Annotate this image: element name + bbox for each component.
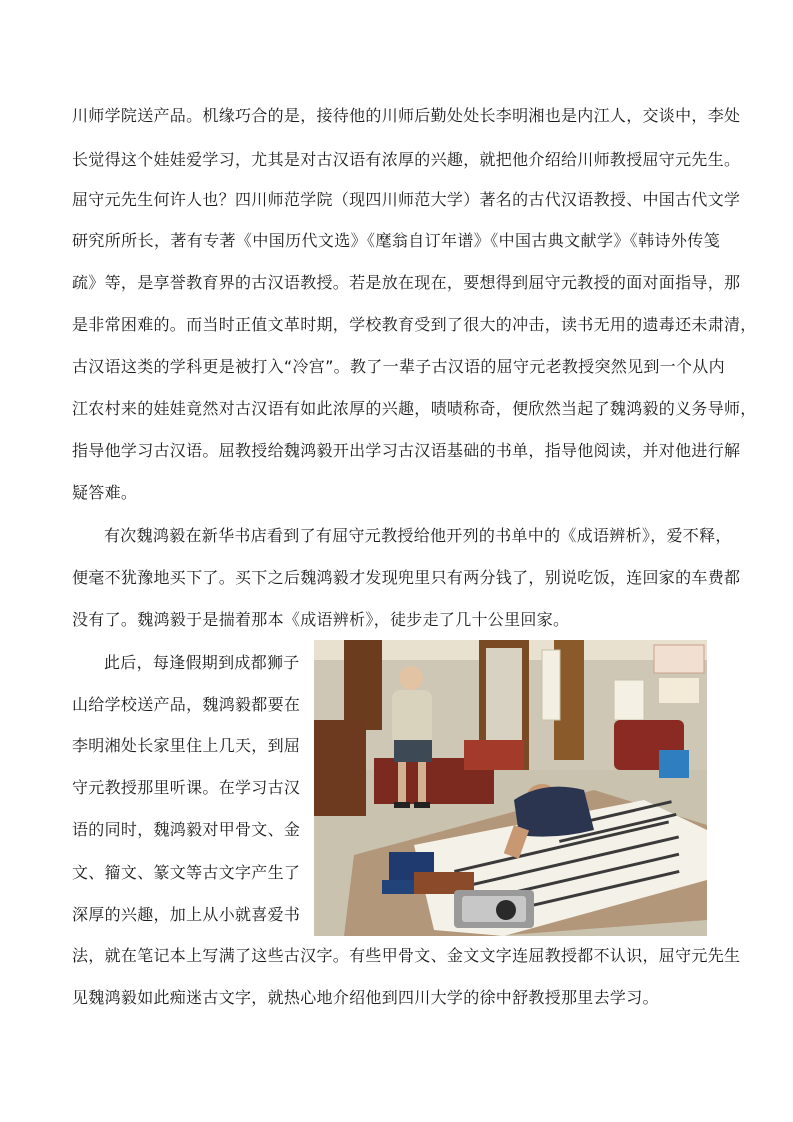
paragraph-line: 有次魏鸿毅在新华书店看到了有屈守元教授给他开列的书单中的《成语辨析》，爱不释， [104, 526, 732, 545]
calligraphy-photo-illustration [314, 640, 707, 936]
paragraph-line: 李明湘处长家里住上几天，到屈 [72, 736, 301, 755]
paragraph-line: 川师学院送产品。机缘巧合的是，接待他的川师后勤处处长李明湘也是内江人，交谈中，李处 [72, 106, 741, 125]
paragraph-line: 指导他学习古汉语。屈教授给魏鸿毅开出学习古汉语基础的书单，指导他阅读，并对他进行解 [72, 441, 741, 460]
paragraph-line: 疑答难。 [72, 483, 138, 502]
paragraph-line: 没有了。魏鸿毅于是揣着那本《成语辨析》，徒步走了几十公里回家。 [72, 610, 570, 629]
paragraph-line: 法，就在笔记本上写满了这些古汉字。有些甲骨文、金文文字连屈教授都不认识，屈守元先生 [72, 946, 741, 965]
paragraph-line: 语的同时，魏鸿毅对甲骨文、金 [72, 820, 301, 839]
paragraph-line: 是非常困难的。而当时正值文革时期，学校教育受到了很大的冲击，读书无用的遗毒还未肃清， [72, 315, 757, 334]
paragraph-line: 屈守元先生何许人也？四川师范学院（现四川师范大学）著名的古代汉语教授、中国古代文学 [72, 190, 741, 209]
paragraph-line: 便毫不犹豫地买下了。买下之后魏鸿毅才发现兜里只有两分钱了，别说吃饭，连回家的车费都 [72, 568, 741, 587]
calligraphy-photo [314, 640, 707, 936]
paragraph-line: 守元教授那里听课。在学习古汉 [72, 778, 301, 797]
paragraph-line: 研究所所长，著有专著《中国历代文选》《麾翁自订年谱》《中国古典文献学》《韩诗外传笺 [72, 231, 720, 250]
paragraph-line: 此后，每逢假期到成都狮子 [104, 653, 300, 672]
paragraph-line: 长觉得这个娃娃爱学习，尤其是对古汉语有浓厚的兴趣，就把他介绍给川师教授屈守元先生。 [72, 150, 741, 169]
paragraph-line: 山给学校送产品，魏鸿毅都要在 [72, 695, 301, 714]
paragraph-line: 疏》等，是享誉教育界的古汉语教授。若是放在现在，要想得到屈守元教授的面对面指导，那 [72, 273, 741, 292]
paragraph-line: 见魏鸿毅如此痴迷古文字，就热心地介绍他到四川大学的徐中舒教授那里去学习。 [72, 988, 659, 1007]
paragraph-line: 古汉语这类的学科更是被打入“冷宫”。教了一辈子古汉语的屈守元老教授突然见到一个从内 [72, 357, 725, 376]
paragraph-line: 文、籀文、篆文等古文字产生了 [72, 863, 301, 882]
paragraph-line: 江农村来的娃娃竟然对古汉语有如此浓厚的兴趣，啧啧称奇，便欣然当起了魏鸿毅的义务导师， [72, 399, 757, 418]
paragraph-line: 深厚的兴趣，加上从小就喜爱书 [72, 905, 301, 924]
